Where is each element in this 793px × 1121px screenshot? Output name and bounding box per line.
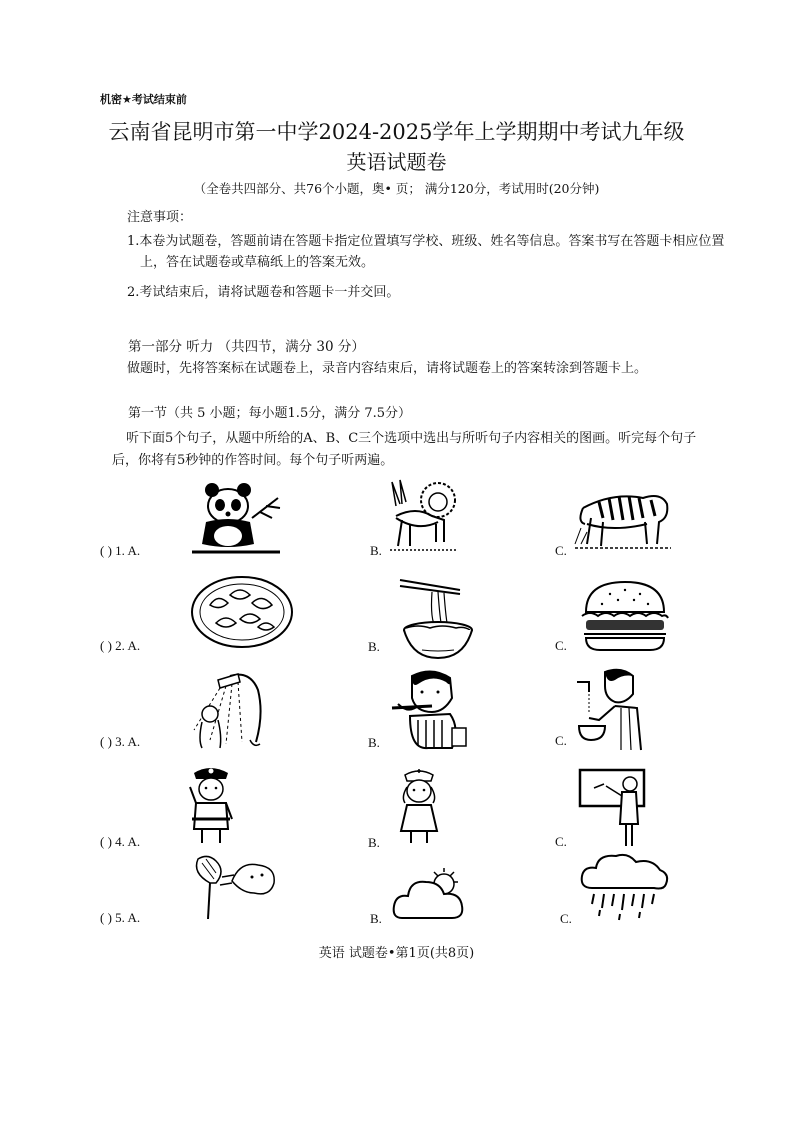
panda-icon — [190, 478, 285, 558]
question-2-label: ( ) 2. A. — [100, 638, 141, 653]
note-item-2: 2.考试结束后，请将试题卷和答题卡一并交回。 — [127, 285, 400, 300]
question-4-option-b: B. — [368, 835, 380, 850]
part1-instruction: 做题时，先将答案标在试题卷上，录音内容结束后，请将试题卷上的答案转涂到答题卡上。 — [127, 361, 648, 376]
shower-icon — [190, 670, 270, 750]
question-3-label: ( ) 3. A. — [100, 734, 141, 749]
question-5-label: ( ) 5. A. — [100, 910, 141, 925]
question-5-option-b: B. — [370, 911, 382, 926]
note-item-1: 1.本卷为试题卷，答题前请在答题卡指定位置填写学校、班级、姓名等信息。答案书写在答题卡相应位置上，答在试题卷或草稿纸上的答案无效。 — [127, 234, 725, 270]
question-2-option-b: B. — [368, 639, 380, 654]
nurse-icon — [395, 765, 443, 845]
part1-heading: 第一部分 听力 （共四节，满分 30 分） — [128, 339, 365, 355]
brushing-teeth-icon — [388, 668, 473, 750]
question-4-option-c: C. — [555, 834, 567, 849]
question-3-option-b: B. — [368, 735, 380, 750]
exam-subtitle: 英语试题卷 — [346, 150, 447, 174]
page-count-mark: 奥• — [372, 181, 392, 196]
tiger-icon — [573, 478, 673, 553]
rainy-icon — [580, 852, 670, 922]
section1-heading: 第一节（共 5 小题；每小题1.5分，满分 7.5分） — [128, 406, 412, 421]
dumplings-icon — [190, 575, 295, 650]
question-3-option-c: C. — [555, 733, 567, 748]
section1-instruction: 听下面5个句子，从题中所给的A、B、C三个选项中选出与所听句子内容相关的图画。听完每个句子后，你将有5秒钟的作答时间。每个句子听两遍。 — [112, 431, 697, 468]
noodles-icon — [400, 580, 478, 660]
windy-icon — [188, 853, 280, 923]
question-1-label: ( ) 1. A. — [100, 543, 141, 558]
teacher-icon — [578, 768, 646, 848]
exam-info: （全卷共四部分、共76个小题，奥• 页； 满分120分，考试用时(20分钟) — [193, 181, 600, 196]
question-2-option-c: C. — [555, 638, 567, 653]
cloudy-icon — [392, 868, 467, 923]
question-1-option-c: C. — [555, 543, 567, 558]
confidential-label: 机密★考试结束前 — [100, 93, 187, 106]
hamburger-icon — [580, 578, 670, 652]
question-5-option-c: C. — [560, 911, 572, 926]
lion-icon — [388, 476, 463, 554]
washing-hands-icon — [575, 668, 655, 750]
page-footer: 英语 试题卷•第1页(共8页) — [318, 946, 475, 961]
question-4-label: ( ) 4. A. — [100, 834, 141, 849]
notes-title: 注意事项： — [127, 210, 193, 225]
police-officer-icon — [186, 763, 236, 845]
exam-title: 云南省昆明市第一中学2024-2025学年上学期期中考试九年级 — [108, 120, 685, 144]
question-1-option-b: B. — [370, 543, 382, 558]
